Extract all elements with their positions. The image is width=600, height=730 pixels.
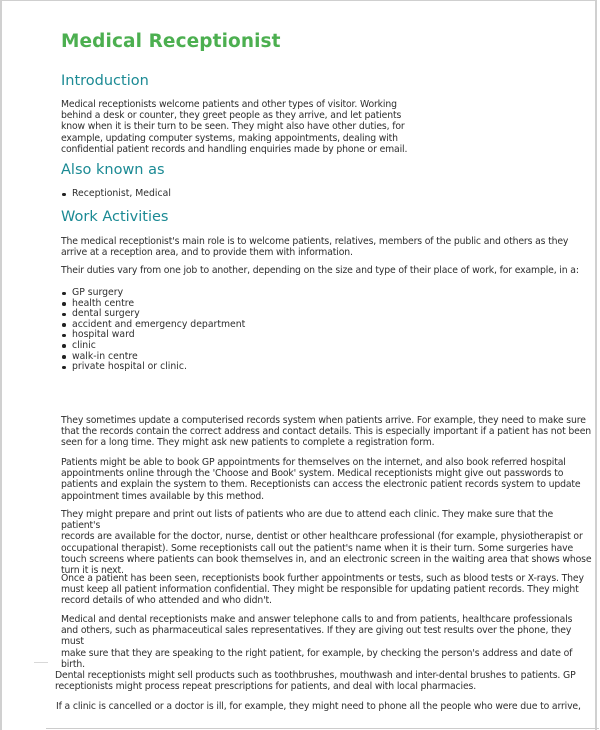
paragraph-cancellations bbox=[56, 701, 581, 712]
list-item-label: Receptionist, Medical bbox=[72, 188, 171, 199]
text-line: Once a patient has been seen, receptionists book further appointments or tests, such as blood tests or X-rays. They bbox=[61, 573, 584, 584]
introduction-paragraph bbox=[61, 99, 407, 155]
footnote-rule bbox=[34, 662, 48, 663]
paragraph-telephone bbox=[61, 614, 595, 670]
text-line: patients and explain the system to them. Receptionists can access the electronic patient records system to update bbox=[61, 479, 581, 491]
text-line: and others, such as pharmaceutical sales representatives. If they are giving out test results over the phone, they must bbox=[61, 625, 572, 648]
text-line: appointments online through the 'Choose and Book' system. Medical receptionists might give out passwords to bbox=[61, 468, 564, 480]
list-item-label: walk-in centre bbox=[72, 350, 138, 362]
bullet-icon bbox=[62, 323, 66, 327]
document-title: Medical Receptionist bbox=[61, 31, 281, 52]
text-line: turn it is next. bbox=[61, 565, 124, 577]
paragraph-dental-products bbox=[55, 670, 576, 692]
text-line: behind a desk or counter, they greet people as they arrive, and let patients bbox=[61, 110, 402, 122]
text-line: that the records contain the correct address and contact details. This is especially important if a patient has not been bbox=[61, 426, 592, 438]
text-line: record details of who attended and who didn't. bbox=[61, 595, 272, 607]
list-item bbox=[61, 189, 171, 200]
text-line: records are available for the doctor, nurse, dentist or other healthcare professional (for example, physiotherapist or bbox=[61, 531, 583, 543]
paragraph-records bbox=[61, 415, 591, 449]
list-item-label: dental surgery bbox=[72, 308, 140, 320]
text-line: They might prepare and print out lists of patients who are due to attend each clinic. They make sure that the patient's bbox=[61, 509, 554, 532]
list-item-label: hospital ward bbox=[72, 329, 135, 341]
text-line: If a clinic is cancelled or a doctor is ill, for example, they might need to phone all the people who were due to arrive, bbox=[56, 701, 581, 712]
list-item-label: clinic bbox=[72, 339, 96, 351]
workplaces-list bbox=[61, 288, 245, 373]
text-line: must keep all patient information confidential. They might be responsible for updating patient records. They might bbox=[61, 584, 579, 596]
text-line: example, updating computer systems, making appointments, dealing with bbox=[61, 132, 398, 144]
text-line: Medical and dental receptionists make and answer telephone calls to and from patients, healthcare professionals bbox=[61, 614, 573, 625]
heading-work-activities: Work Activities bbox=[61, 209, 169, 225]
list-item bbox=[61, 362, 245, 373]
heading-introduction: Introduction bbox=[61, 73, 149, 89]
bullet-icon bbox=[62, 334, 66, 338]
duties-lead: Their duties vary from one job to another, depending on the size and type of their place of work, for example, in a: bbox=[61, 265, 579, 276]
list-item-label: GP surgery bbox=[72, 287, 124, 298]
heading-also-known-as: Also known as bbox=[61, 162, 165, 178]
work-activities-intro bbox=[61, 236, 568, 258]
text-line: Patients might be able to book GP appointments for themselves on the internet, and also book referred hospital bbox=[61, 457, 566, 468]
text-line: arrive at a reception area, and to provide them with information. bbox=[61, 247, 353, 259]
paragraph-online-booking bbox=[61, 457, 580, 502]
text-line: seen for a long time. They might ask new patients to complete a registration form. bbox=[61, 437, 435, 449]
list-item-label: private hospital or clinic. bbox=[72, 361, 187, 373]
text-line: know when it is their turn to be seen. They might also have other duties, for bbox=[61, 121, 405, 133]
text-line: Dental receptionists might sell products such as toothbrushes, mouthwash and inter-dental brushes to patients. GP bbox=[55, 670, 576, 681]
paragraph-follow-up bbox=[61, 573, 584, 607]
text-line: confidential patient records and handling enquiries made by phone or email. bbox=[61, 143, 408, 155]
text-line: appointment times available by this method. bbox=[61, 490, 264, 502]
bullet-icon bbox=[62, 193, 66, 197]
text-line: touch screens where patients can book themselves in, and an electronic screen in the waiting area that shows whose bbox=[61, 553, 592, 565]
bullet-icon bbox=[62, 292, 66, 296]
text-line: Medical receptionists welcome patients and other types of visitor. Working bbox=[61, 99, 397, 110]
text-line: occupational therapist). Some receptionists call out the patient's name when it is their turn. Some surgeries have bbox=[61, 542, 574, 554]
bullet-icon bbox=[62, 355, 66, 359]
text-line: They sometimes update a computerised records system when patients arrive. For example, they need to make sure bbox=[61, 415, 586, 426]
list-item-label: health centre bbox=[72, 297, 135, 309]
also-known-as-list bbox=[61, 189, 171, 200]
text-line: The medical receptionist's main role is to welcome patients, relatives, members of the public and others as they bbox=[61, 236, 569, 247]
bullet-icon bbox=[62, 302, 66, 306]
bullet-icon bbox=[62, 313, 66, 317]
page-bottom-edge bbox=[46, 728, 599, 729]
list-item-label: accident and emergency department bbox=[72, 318, 246, 330]
text-line: receptionists might process repeat prescriptions for patients, and deal with local pharmacies. bbox=[55, 681, 477, 693]
bullet-icon bbox=[62, 366, 66, 370]
text-line: birth. bbox=[61, 658, 85, 670]
bullet-icon bbox=[62, 344, 66, 348]
text-line: make sure that they are speaking to the right patient, for example, by checking the person's address and date of bbox=[61, 647, 573, 659]
paragraph-clinic-lists bbox=[61, 509, 595, 576]
